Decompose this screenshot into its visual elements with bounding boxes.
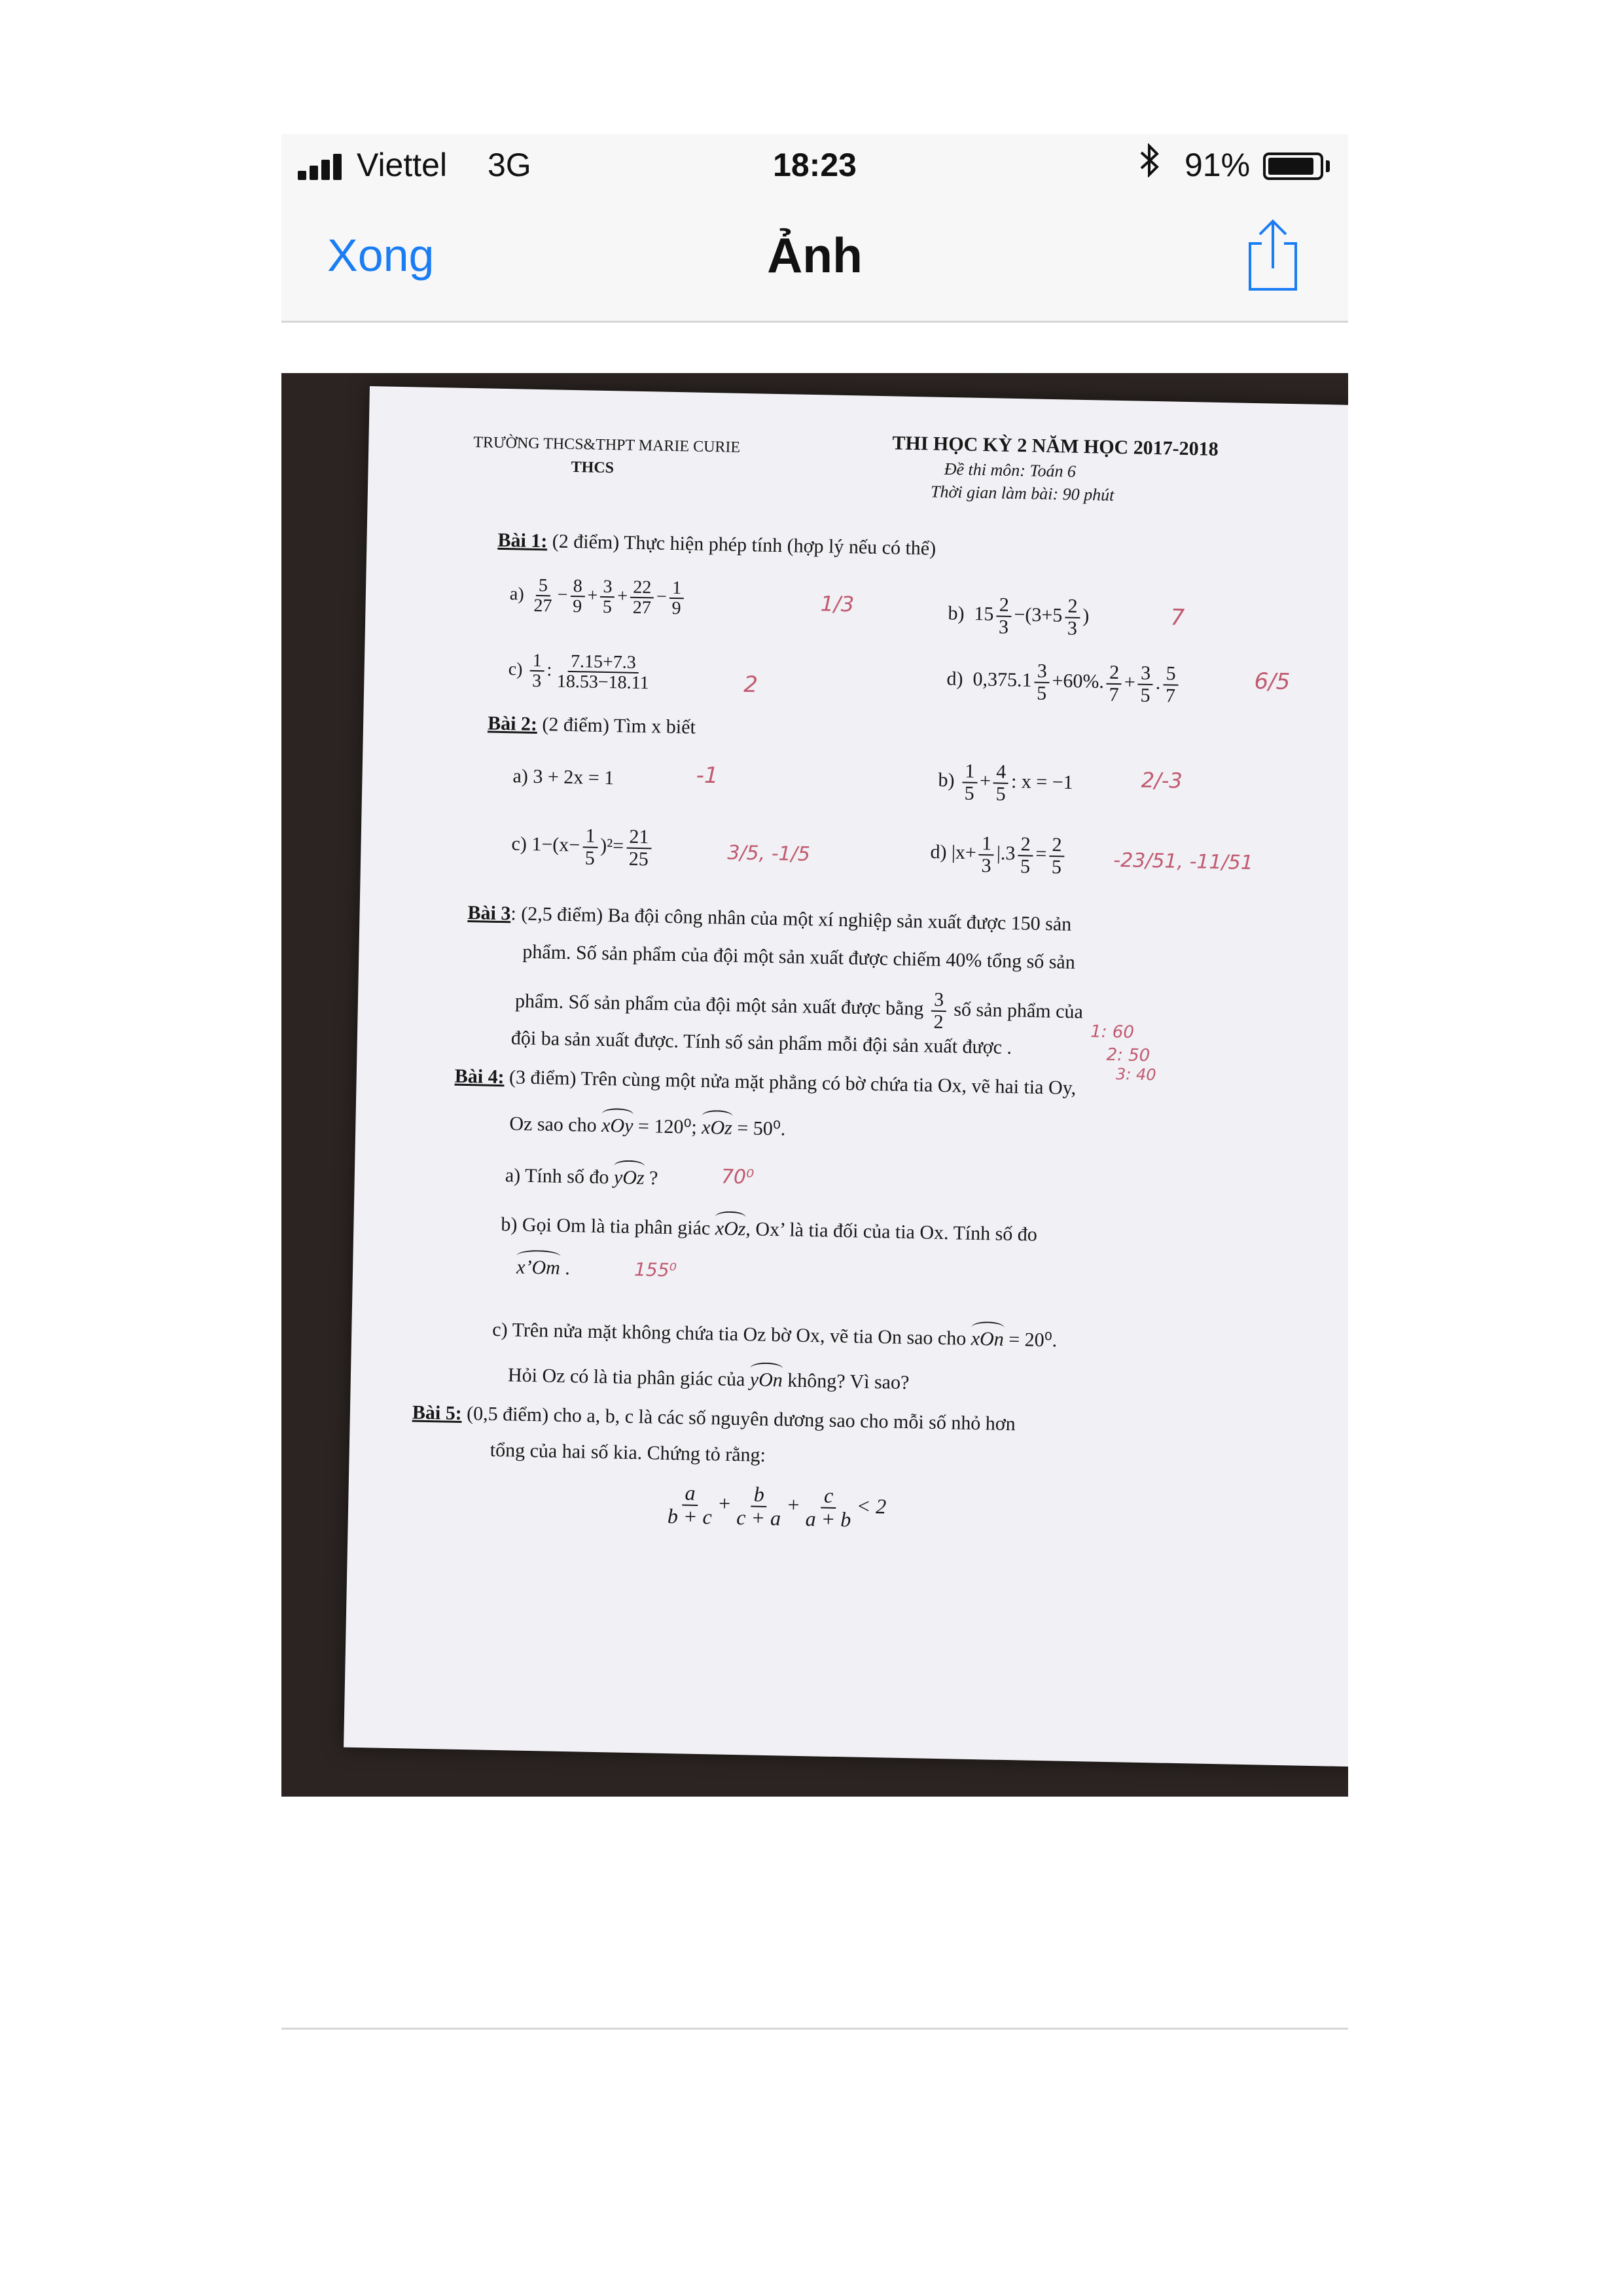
bottom-toolbar-divider [281, 2028, 1348, 2030]
exercise-5-inequality: $\frac{a}{b + c}$ + $\frac{b}{c + a}$ + $\frac{c}{a + b}$ < 2 [667, 1480, 887, 1532]
exercise-text: (0,5 điểm) cho a, b, c là các số nguyên dương sao cho mỗi số nhỏ hơn [466, 1403, 1016, 1435]
status-bar [281, 134, 1348, 196]
exercise-label: Bài 4: [454, 1065, 505, 1088]
handwritten-answer: 6/5 [1254, 668, 1291, 696]
exercise-3-line-3: phẩm. Số sản phẩm của đội một sản xuất được bằng $\frac{3}{2}$ số sản phẩm của [514, 988, 1084, 1033]
exercise-4b-line-2: x’Om . [516, 1256, 571, 1280]
exercise-text: a) Tính số đo [505, 1164, 609, 1189]
exercise-1a: a) $\frac{5}{27}$ − $\frac{8}{9}$ + $\frac{3}{5}$ + $\frac{22}{27}$ − $\frac{1}{9}$ [509, 575, 687, 619]
exercise-4c-line-2: Hỏi Oz có là tia phân giác của yOn không? Vì sao? [507, 1364, 910, 1394]
done-button[interactable]: Xong [327, 230, 435, 281]
school-level: THCS [571, 458, 615, 477]
exercise-5-line-2: tổng của hai số kia. Chứng tỏ rằng: [490, 1439, 766, 1466]
exercise-5-line-1 [412, 1402, 1016, 1436]
exercise-label: Bài 3 [467, 902, 511, 925]
handwritten-answer: 2/-3 [1141, 767, 1183, 793]
exercise-1d: d) 0,375.1 $\frac{3}{5}$ +60%. $\frac{2}{7}$ + $\frac{3}{5}$ . $\frac{5}{7}$ [946, 659, 1181, 706]
exercise-text: Hỏi Oz có là tia phân giác của [507, 1364, 745, 1391]
exercise-text: số sản phẩm của [954, 998, 1084, 1023]
exercise-4-line-1 [454, 1066, 1076, 1100]
exercise-text: , Ox’ là tia đối của tia Ox. Tính số đo [745, 1218, 1038, 1246]
handwritten-answer: 3: 40 [1115, 1065, 1156, 1085]
handwritten-answer: -23/51, -11/51 [1113, 848, 1254, 875]
exam-paper [344, 386, 1348, 1767]
exercise-text: (3 điểm) Trên cùng một nửa mặt phẳng có bờ chứa tia Ox, vẽ hai tia Oy, [508, 1066, 1077, 1099]
share-icon [1237, 216, 1309, 295]
school-name: TRƯỜNG THCS&THPT MARIE CURIE [473, 434, 741, 456]
exercise-3-line-4: đội ba sản xuất được. Tính số sản phẩm mỗi đội sản xuất được . [510, 1027, 1012, 1059]
exercise-2-heading [488, 713, 696, 739]
exercise-2a: a) 3 + 2x = 1 [512, 765, 615, 789]
exercise-text: không? Vì sao? [787, 1369, 910, 1394]
share-button[interactable] [1237, 216, 1309, 295]
exercise-text: b) Gọi Om là tia phân giác [501, 1213, 711, 1240]
handwritten-answer: 155⁰ [633, 1259, 677, 1282]
exam-duration: Thời gian làm bài: 90 phút [930, 482, 1115, 505]
bluetooth-icon [1139, 143, 1161, 188]
carrier-name: Viettel [357, 147, 448, 183]
handwritten-answer: 2: 50 [1106, 1045, 1150, 1066]
exercise-3-line-1 [467, 902, 1071, 936]
exercise-label: Bài 5: [412, 1401, 463, 1424]
photo-view[interactable] [281, 373, 1348, 1797]
handwritten-answer: 70⁰ [721, 1165, 755, 1189]
exercise-text: (2 điểm) Thực hiện phép tính (hợp lý nếu có thể) [552, 530, 936, 560]
handwritten-answer: 7 [1170, 604, 1185, 631]
page-title: Ảnh [767, 228, 863, 283]
handwritten-answer: -1 [696, 762, 719, 789]
exercise-label: Bài 1: [497, 529, 548, 552]
exercise-3-line-2: phẩm. Số sản phẩm của đội một sản xuất được chiếm 40% tổng số sản [522, 941, 1076, 973]
battery-level-fill [1268, 158, 1313, 175]
exam-subject: Đề thi môn: Toán 6 [944, 459, 1077, 481]
exercise-1b: b) 15 $\frac{2}{3}$ −(3+5 $\frac{2}{3}$ ) [948, 594, 1090, 639]
status-time: 18:23 [773, 147, 857, 183]
navigation-bar [281, 196, 1348, 323]
exercise-1-heading [497, 529, 936, 560]
exam-title: THI HỌC KỲ 2 NĂM HỌC 2017-2018 [892, 432, 1219, 460]
exercise-text: c) Trên nửa mặt không chứa tia Oz bờ Ox, vẽ tia On sao cho [492, 1318, 967, 1350]
exercise-text: Oz sao cho [509, 1113, 597, 1136]
exercise-4a: a) Tính số đo yOz ? [505, 1164, 658, 1189]
battery-percent: 91% [1185, 147, 1251, 183]
handwritten-answer: 1: 60 [1090, 1022, 1135, 1043]
exercise-text: : (2,5 điểm) Ba đội công nhân của một xí nghiệp sản xuất được 150 sản [510, 903, 1072, 935]
network-type: 3G [488, 147, 531, 183]
exercise-text: phẩm. Số sản phẩm của đội một sản xuất được bằng [514, 990, 924, 1020]
battery-nub [1326, 160, 1330, 172]
exercise-4-line-2: Oz sao cho xOy = 120⁰; xOz = 50⁰. [509, 1113, 786, 1140]
exercise-1c: c) $\frac{1}{3}$ : $\frac{7.15+7.3}{18.53-18.11}$ [508, 650, 649, 694]
exercise-2c: c) 1−(x− $\frac{1}{5}$ )²= $\frac{21}{25}$ [511, 824, 654, 869]
handwritten-answer: 3/5, -1/5 [727, 841, 811, 867]
phone-screen [281, 134, 1348, 2045]
exercise-2d: d) |x+ $\frac{1}{3}$ |.3 $\frac{2}{5}$ = $\frac{2}{5}$ [930, 833, 1067, 878]
exercise-2b: b) $\frac{1}{5}$ + $\frac{4}{5}$ : x = −1 [938, 760, 1073, 805]
handwritten-answer: 1/3 [820, 591, 855, 617]
exercise-text: (2 điểm) Tìm x biết [542, 713, 696, 738]
battery-icon [1263, 152, 1323, 180]
exercise-4c-line-1: c) Trên nửa mặt không chứa tia Oz bờ Ox, vẽ tia On sao cho xOn = 20⁰. [492, 1318, 1058, 1352]
exercise-4b-line-1: b) Gọi Om là tia phân giác xOz, Ox’ là tia đối của tia Ox. Tính số đo [501, 1213, 1038, 1246]
handwritten-answer: 2 [743, 672, 758, 698]
exercise-label: Bài 2: [487, 712, 538, 736]
